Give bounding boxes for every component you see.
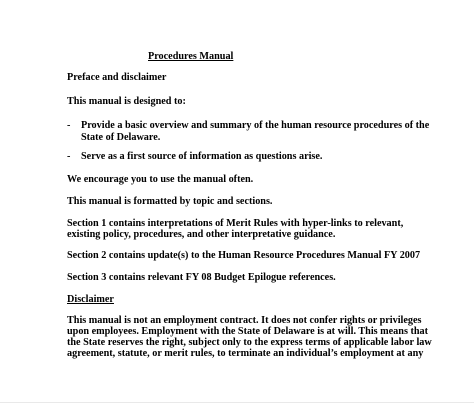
encourage-paragraph: We encourage you to use the manual often.	[67, 174, 254, 185]
disclaimer-line: the State reserves the right, subject only to the express terms of applicable labor law	[67, 337, 432, 348]
section2-paragraph: Section 2 contains update(s) to the Human Resource Procedures Manual FY 2007	[67, 250, 421, 261]
disclaimer-line: upon employees. Employment with the State of Delaware is at will. This means that	[67, 326, 428, 337]
disclaimer-line: This manual is not an employment contract. It does not confer rights or privileges	[67, 315, 422, 326]
disclaimer-line: agreement, statute, or merit rules, to terminate an individual’s employment at any	[67, 348, 424, 359]
bullet-marker: -	[67, 120, 71, 131]
preface-heading: Preface and disclaimer	[67, 72, 167, 83]
page-bottom-edge	[0, 402, 474, 403]
section3-paragraph: Section 3 contains relevant FY 08 Budget Epilogue references.	[67, 272, 336, 283]
formatted-paragraph: This manual is formatted by topic and sections.	[67, 196, 273, 207]
section1-paragraph: existing policy, procedures, and other interpretative guidance.	[67, 229, 336, 240]
bullet-text: State of Delaware.	[81, 132, 161, 143]
bullet-text: Provide a basic overview and summary of the human resource procedures of the	[81, 120, 430, 131]
designed-intro: This manual is designed to:	[67, 96, 186, 107]
bullet-marker: -	[67, 151, 71, 162]
section1-paragraph: Section 1 contains interpretations of Merit Rules with hyper-links to relevant,	[67, 218, 404, 229]
document-title: Procedures Manual	[148, 51, 234, 62]
disclaimer-heading: Disclaimer	[67, 294, 114, 305]
bullet-text: Serve as a first source of information as questions arise.	[81, 151, 323, 162]
